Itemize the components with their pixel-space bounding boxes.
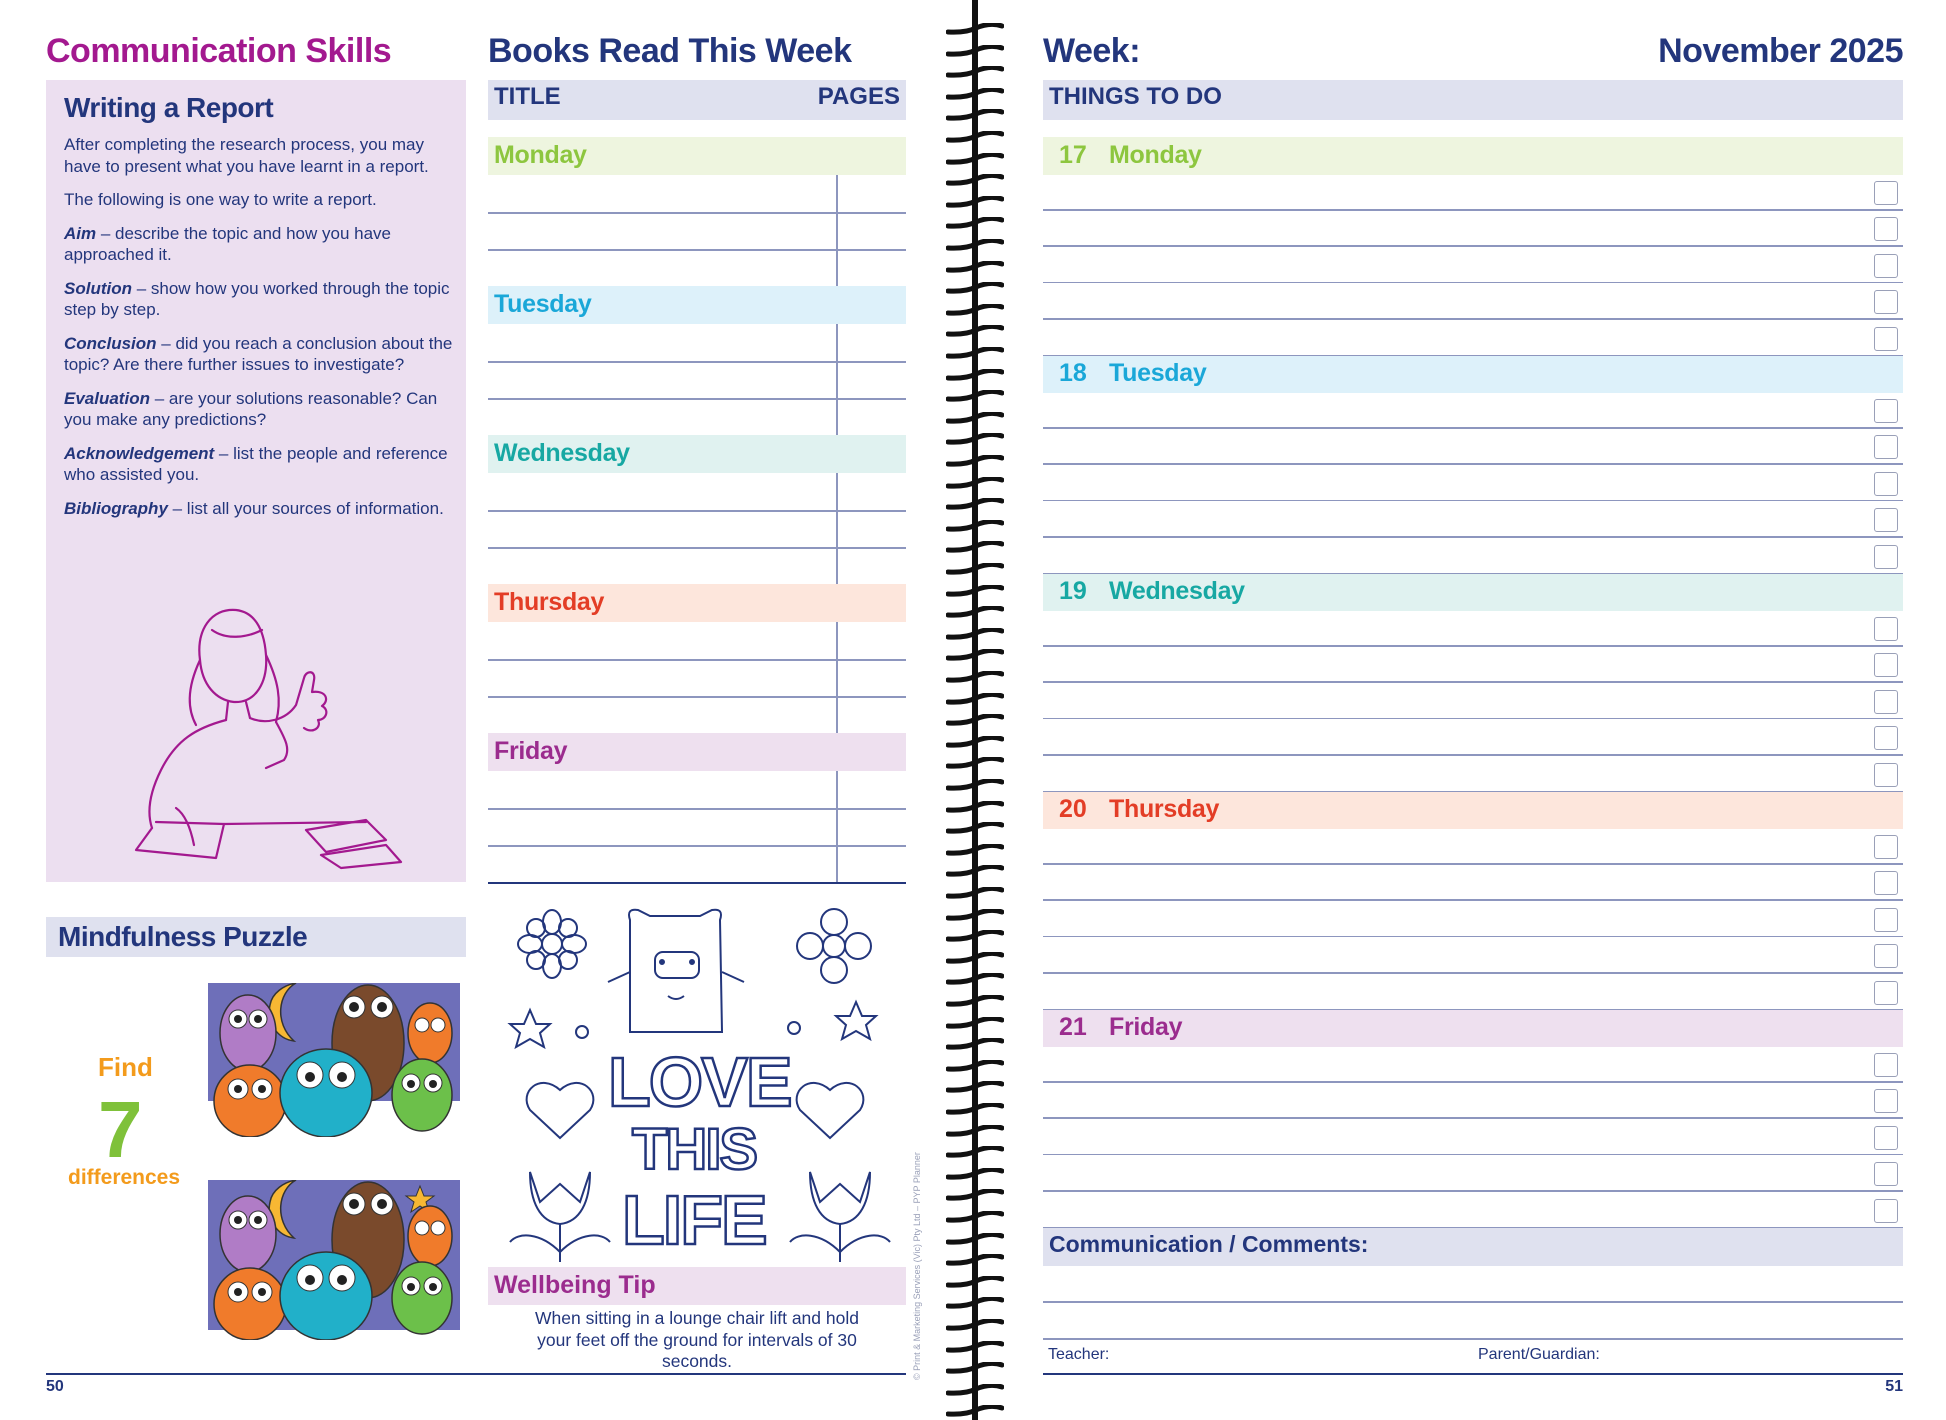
spiral-coil (946, 735, 1004, 747)
owl-picture-bottom (208, 1180, 460, 1340)
todo-checkbox[interactable] (1874, 763, 1898, 787)
teacher-label: Teacher: (1048, 1346, 1110, 1363)
find-suffix: differences (68, 1166, 181, 1189)
todo-checkbox[interactable] (1874, 545, 1898, 569)
todo-checkbox[interactable] (1874, 399, 1898, 423)
spiral-coil (946, 778, 1004, 790)
todo-line (1043, 645, 1903, 647)
todo-header: THINGS TO DO (1049, 83, 1222, 110)
spiral-coil (946, 908, 1004, 920)
copyright-text: © Print & Marketing Services (Vic) Pty Ltd – PYP Planner (912, 1152, 922, 1380)
pages-divider (836, 622, 838, 733)
spiral-coil (946, 108, 1004, 120)
wellbeing-bar (488, 1267, 906, 1305)
report-item: Aim – describe the topic and how you have approached it. (64, 223, 391, 264)
todo-line (1043, 791, 1903, 793)
spiral-spine (972, 0, 978, 1420)
todo-line (1043, 899, 1903, 901)
spiral-coil (946, 281, 1004, 293)
books-day-tuesday: Tuesday (488, 286, 906, 324)
spiral-coil (946, 1404, 1004, 1416)
todo-checkbox[interactable] (1874, 254, 1898, 278)
todo-day-wednesday: 19 Wednesday (1043, 573, 1903, 611)
book-line (488, 882, 906, 884)
report-item: Conclusion – did you reach a conclusion about the topic? Are there further issues to investigate? (64, 333, 453, 374)
todo-checkbox[interactable] (1874, 472, 1898, 496)
book-line (488, 547, 906, 549)
todo-checkbox[interactable] (1874, 508, 1898, 532)
todo-checkbox[interactable] (1874, 908, 1898, 932)
spiral-coil (946, 972, 1004, 984)
spiral-coil (946, 821, 1004, 833)
todo-day-tuesday: 18 Tuesday (1043, 355, 1903, 393)
spiral-coil (946, 692, 1004, 704)
comment-line (1043, 1301, 1903, 1303)
todo-checkbox[interactable] (1874, 290, 1898, 314)
spiral-coil (946, 22, 1004, 34)
spiral-coil (946, 303, 1004, 315)
book-line (488, 808, 906, 810)
book-line (488, 249, 906, 251)
books-column-header (488, 80, 906, 120)
todo-line (1043, 500, 1903, 502)
pages-divider (836, 324, 838, 435)
love-word: LOVE (608, 1043, 791, 1121)
spiral-coil (946, 648, 1004, 660)
communication-box (46, 80, 466, 882)
spiral-coil (946, 44, 1004, 56)
spiral-coil (946, 411, 1004, 423)
month-label: November 2025 (1658, 32, 1903, 70)
todo-line (1043, 1009, 1903, 1011)
this-word: THIS (632, 1117, 757, 1182)
spiral-coil (946, 389, 1004, 401)
todo-checkbox[interactable] (1874, 726, 1898, 750)
todo-checkbox[interactable] (1874, 1162, 1898, 1186)
spiral-coil (946, 713, 1004, 725)
spiral-coil (946, 454, 1004, 466)
todo-line (1043, 972, 1903, 974)
comment-line (1043, 1338, 1903, 1340)
spiral-coil (946, 1296, 1004, 1308)
mindfulness-heading: Mindfulness Puzzle (58, 921, 308, 952)
spiral-coil (946, 843, 1004, 855)
book-line (488, 212, 906, 214)
todo-line (1043, 463, 1903, 465)
book-line (488, 845, 906, 847)
todo-day-monday: 17 Monday (1043, 137, 1903, 175)
spiral-coil (946, 87, 1004, 99)
spiral-coil (946, 1167, 1004, 1179)
book-line (488, 659, 906, 661)
books-heading: Books Read This Week (488, 32, 852, 70)
spiral-coil (946, 864, 1004, 876)
spiral-coil (946, 1124, 1004, 1136)
spiral-coil (946, 1210, 1004, 1222)
spiral-coil (946, 1340, 1004, 1352)
spiral-coil (946, 1275, 1004, 1287)
todo-line (1043, 718, 1903, 720)
spiral-coil (946, 800, 1004, 812)
spiral-coil (946, 1102, 1004, 1114)
todo-checkbox[interactable] (1874, 435, 1898, 459)
spiral-coil (946, 65, 1004, 77)
todo-checkbox[interactable] (1874, 1126, 1898, 1150)
todo-line (1043, 1081, 1903, 1083)
todo-checkbox[interactable] (1874, 1089, 1898, 1113)
books-day-wednesday: Wednesday (488, 435, 906, 473)
todo-checkbox[interactable] (1874, 617, 1898, 641)
spiral-coil (946, 324, 1004, 336)
spiral-coil (946, 951, 1004, 963)
spiral-coil (946, 346, 1004, 358)
spiral-coil (946, 368, 1004, 380)
communication-subheading: Writing a Report (64, 92, 274, 123)
flower-icon (797, 909, 871, 983)
report-item: Bibliography – list all your sources of information. (64, 498, 444, 518)
todo-line (1043, 1154, 1903, 1156)
week-label: Week: (1043, 32, 1141, 70)
todo-line (1043, 936, 1903, 938)
report-item: Solution – show how you worked through the topic step by step. (64, 278, 450, 319)
spiral-coil (946, 1059, 1004, 1071)
todo-checkbox[interactable] (1874, 181, 1898, 205)
todo-line (1043, 1190, 1903, 1192)
spiral-coil (946, 540, 1004, 552)
spiral-coil (946, 994, 1004, 1006)
todo-line (1043, 318, 1903, 320)
wellbeing-text: When sitting in a lounge chair lift and hold your feet off the ground for intervals of 30 seconds. (535, 1308, 859, 1371)
title-column-label: TITLE (494, 83, 561, 110)
todo-checkbox[interactable] (1874, 871, 1898, 895)
communication-text (64, 134, 454, 531)
spiral-coil (946, 1016, 1004, 1028)
pages-divider (836, 771, 838, 882)
spiral-coil (946, 260, 1004, 272)
pages-divider (836, 473, 838, 584)
todo-line (1043, 1117, 1903, 1119)
pages-divider (836, 175, 838, 286)
todo-checkbox[interactable] (1874, 1199, 1898, 1223)
spiral-coil (946, 238, 1004, 250)
todo-header-bar (1043, 80, 1903, 120)
todo-checkbox[interactable] (1874, 1053, 1898, 1077)
parent-label: Parent/Guardian: (1478, 1346, 1600, 1363)
communication-heading: Communication Skills (46, 32, 392, 70)
find-word: Find (98, 1052, 153, 1082)
spiral-coil (946, 1318, 1004, 1330)
spiral-coil (946, 562, 1004, 574)
todo-day-thursday: 20 Thursday (1043, 791, 1903, 829)
girl-writing-illustration (116, 600, 416, 870)
report-item: Evaluation – are your solutions reasonable? Can you make any predictions? (64, 388, 438, 429)
right-footer-line (1043, 1373, 1903, 1375)
right-page-number: 51 (1885, 1378, 1903, 1395)
todo-line (1043, 754, 1903, 756)
todo-checkbox[interactable] (1874, 944, 1898, 968)
books-day-thursday: Thursday (488, 584, 906, 622)
spiral-coil (946, 1080, 1004, 1092)
lead-paragraph: The following is one way to write a report. (64, 190, 377, 209)
mindfulness-bar (46, 917, 466, 957)
spiral-coil (946, 152, 1004, 164)
todo-line (1043, 536, 1903, 538)
todo-checkbox[interactable] (1874, 690, 1898, 714)
todo-checkbox[interactable] (1874, 217, 1898, 241)
spiral-coil (946, 627, 1004, 639)
todo-line (1043, 282, 1903, 284)
todo-checkbox[interactable] (1874, 835, 1898, 859)
spiral-coil (946, 173, 1004, 185)
spiral-coil (946, 886, 1004, 898)
pages-column-label: PAGES (817, 83, 900, 110)
todo-line (1043, 681, 1903, 683)
todo-checkbox[interactable] (1874, 981, 1898, 1005)
spiral-coil (946, 605, 1004, 617)
todo-day-friday: 21 Friday (1043, 1009, 1903, 1047)
comments-bar (1043, 1228, 1903, 1266)
life-word: LIFE (622, 1181, 766, 1259)
book-line (488, 696, 906, 698)
todo-line (1043, 355, 1903, 357)
book-line (488, 510, 906, 512)
spiral-coil (946, 497, 1004, 509)
owl-picture-top (208, 983, 460, 1137)
todo-line (1043, 427, 1903, 429)
todo-line (1043, 209, 1903, 211)
spiral-coil (946, 195, 1004, 207)
spiral-coil (946, 584, 1004, 596)
spiral-coil (946, 1188, 1004, 1200)
intro-paragraph: After completing the research process, you may have to present what you have learnt in a report. (64, 135, 429, 176)
books-day-monday: Monday (488, 137, 906, 175)
find-number: 7 (98, 1085, 143, 1174)
todo-checkbox[interactable] (1874, 327, 1898, 351)
spiral-coil (946, 476, 1004, 488)
left-page-number: 50 (46, 1378, 64, 1395)
spiral-coil (946, 1145, 1004, 1157)
spiral-coil (946, 929, 1004, 941)
spiral-coil (946, 130, 1004, 142)
spiral-coil (946, 432, 1004, 444)
report-item: Acknowledgement – list the people and reference who assisted you. (64, 443, 448, 484)
book-line (488, 361, 906, 363)
spiral-coil (946, 519, 1004, 531)
spiral-coil (946, 1383, 1004, 1395)
spiral-coil (946, 1253, 1004, 1265)
todo-line (1043, 245, 1903, 247)
books-day-friday: Friday (488, 733, 906, 771)
todo-line (1043, 863, 1903, 865)
comments-header: Communication / Comments: (1049, 1231, 1369, 1257)
spiral-coil (946, 1232, 1004, 1244)
todo-checkbox[interactable] (1874, 653, 1898, 677)
wellbeing-heading: Wellbeing Tip (494, 1271, 656, 1299)
spiral-coil (946, 1037, 1004, 1049)
flower-icon (518, 910, 586, 978)
spiral-coil (946, 216, 1004, 228)
left-footer-line (46, 1373, 906, 1375)
todo-line (1043, 573, 1903, 575)
book-line (488, 398, 906, 400)
spiral-coil (946, 756, 1004, 768)
spiral-coil (946, 1361, 1004, 1373)
spiral-coil (946, 670, 1004, 682)
